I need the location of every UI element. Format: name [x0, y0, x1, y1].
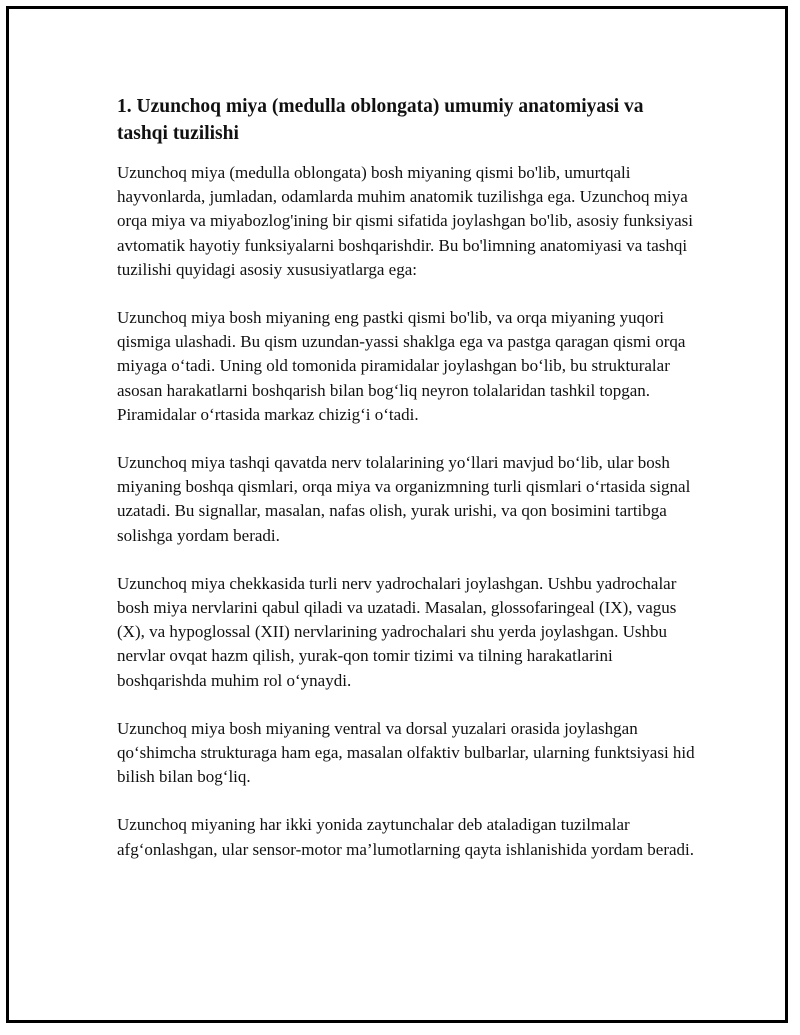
- paragraph-location: Uzunchoq miya bosh miyaning eng pastki qismi bo'lib, va orqa miyaning yuqori qismiga ulashadi. Bu qism uzundan-yassi shaklga ega va pastga qaragan qismi orqa miyaga o‘tadi. Uning old tomonida piramidalar joylashgan bo‘lib, bu strukturalar asosan harakatlarni boshqarish bilan bog‘liq neyron tolalaridan tashkil topgan. Piramidalar o‘rtasida markaz chizig‘i o‘tadi.: [117, 308, 686, 424]
- paragraph-olives: Uzunchoq miyaning har ikki yonida zaytunchalar deb ataladigan tuzilmalar afg‘onlashgan, ular sensor-motor ma’lumotlarning qayta ishlanishida yordam beradi.: [117, 815, 695, 859]
- paragraph-nuclei: Uzunchoq miya chekkasida turli nerv yadrochalari joylashgan. Ushbu yadrochalar bosh miya nervlarini qabul qiladi va uzatadi. Masalan, glossofaringeal (IX), vagus (X), va hypoglossal (XII) nervlarining yadrochalari shu yerda joylashgan. Ushbu nervlar ovqat hazm qilish, yurak-qon tomir tizimi va tilning harakatlarini boshqarishda muhim rol o‘ynaydi.: [117, 573, 677, 690]
- paragraph-nerve-tracts: Uzunchoq miya tashqi qavatda nerv tolalarining yo‘llari mavjud bo‘lib, ular bosh miyaning boshqa qismlari, orqa miya va organizmning turli qismlari o‘rtasida signal uzatadi. Bu signallar, masalan, nafas olish, yurak urishi, va qon bosimini tartibga solishga yordam beradi.: [117, 453, 691, 545]
- paragraph-intro: Uzunchoq miya (medulla oblongata) bosh miyaning qismi bo'lib, umurtqali hayvonlarda, jumladan, odamlarda muhim anatomik tuzilishga ega. Uzunchoq miya orqa miya va miyabozlog'ining bir qismi sifatida joylashgan bo'lib, asosiy funksiyasi avtomatik hayotiy funksiyalarni boshqarishdir. Bu bo'limning anatomiyasi va tashqi tuzilishi quyidagi asosiy xususiyatlarga ega:: [117, 163, 694, 279]
- paragraph-structures: Uzunchoq miya bosh miyaning ventral va dorsal yuzalari orasida joylashgan qo‘shimcha strukturaga ham ega, masalan olfaktiv bulbarlar, ularning funktsiyasi hid bilish bilan bog‘liq.: [117, 718, 695, 787]
- section-heading: 1. Uzunchoq miya (medulla oblongata) umumiy anatomiyasi va tashqi tuzilishi: [117, 96, 644, 144]
- document-body: [117, 93, 697, 886]
